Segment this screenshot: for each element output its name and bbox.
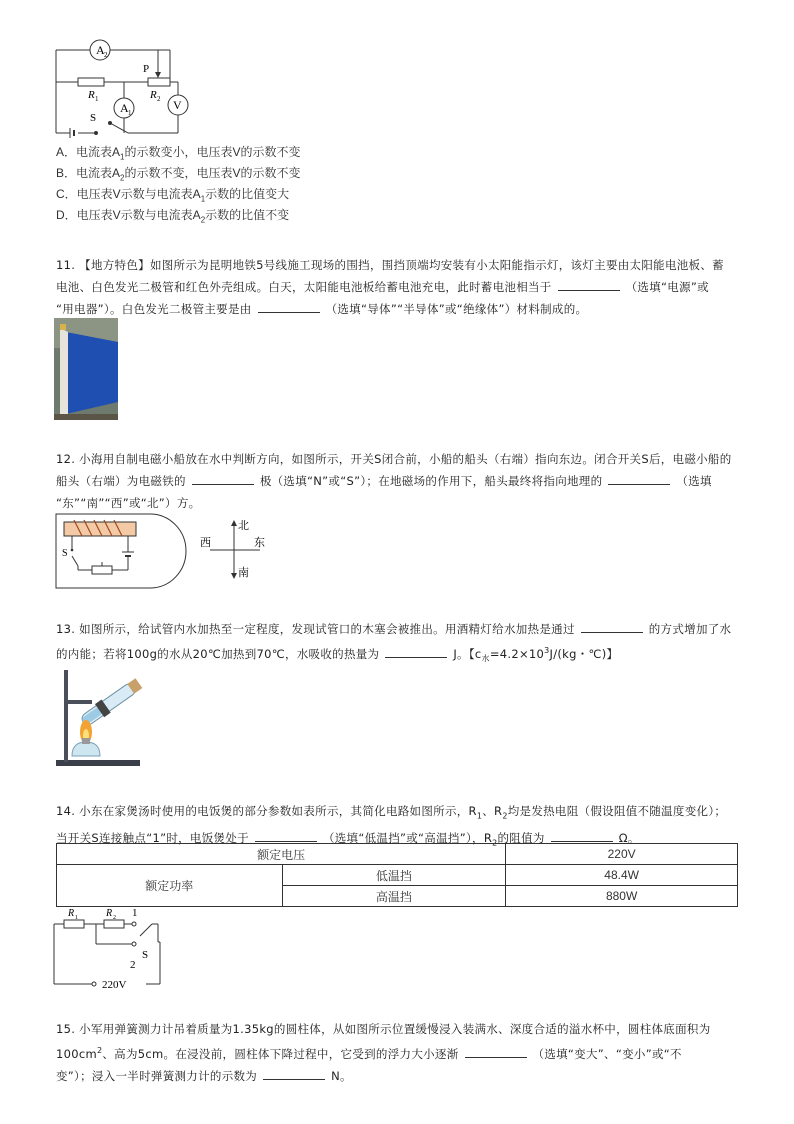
svg-text:1: 1 — [95, 95, 99, 103]
low-gear-label: 低温挡 — [282, 865, 506, 886]
compass-east-label: 东 — [254, 537, 265, 549]
q14-r2-label: R — [106, 908, 113, 919]
contact-2-label: 2 — [130, 959, 136, 971]
q12-blank-1[interactable] — [192, 474, 254, 485]
q10-circuit-diagram — [48, 38, 198, 138]
q10-option-b: B．电流表$A_2$的示数不变，电压表V的示数不变 — [56, 166, 301, 183]
svg-text:1: 1 — [75, 915, 78, 921]
q15-blank-2[interactable] — [263, 1069, 325, 1080]
q10-option-c: C．电压表V示数与电流表$A_1$示数的比值变大 — [56, 187, 290, 204]
svg-text:1: 1 — [128, 109, 132, 117]
table-row — [57, 865, 738, 886]
q14-blank-1[interactable] — [255, 831, 317, 842]
table-row — [57, 844, 738, 865]
q12-switch-s-label: S — [62, 548, 68, 559]
voltmeter-label: V — [173, 98, 182, 112]
q12-text: 12. 小海用自制电磁小船放在水中判断方向，如图所示，开关S闭合前，小船的船头（右端）指向东边。闭合开关S后，电磁小船的 船头（右端）为电磁铁的 极（选填“N”或“S”）；在地磁场的作用下，船头最终将指向地理的 （选填 “东”“南”“西”或“北”）方。 — [56, 452, 732, 510]
q14-rice-cooker-circuit-diagram — [50, 906, 180, 994]
q12-blank-2[interactable] — [608, 474, 670, 485]
low-gear-value: 48.4W — [506, 865, 738, 886]
contact-1-label: 1 — [132, 907, 138, 919]
q13-blank-1[interactable] — [581, 622, 643, 633]
high-gear-value: 880W — [506, 886, 738, 907]
q10-option-a: A．电流表$A_1$的示数变小，电压表V的示数不变 — [56, 145, 301, 162]
high-gear-label: 高温挡 — [282, 886, 506, 907]
svg-text:2: 2 — [113, 915, 116, 921]
compass-west-label: 西 — [200, 537, 211, 549]
svg-text:2: 2 — [157, 95, 161, 103]
ammeter-a1-label: A — [120, 101, 129, 115]
ammeter-a2-label: A — [96, 43, 105, 57]
q14-switch-s-label: S — [142, 949, 149, 961]
q14-parameter-table — [56, 843, 738, 907]
q15-text: 15. 小军用弹簧测力计吊着质量为1.35kg的圆柱体，从如图所示位置缓慢浸入装满水、深度合适的溢水杯中，圆柱体底面积为 $100cm^2$、高为5cm。在浸没前，圆柱体下降过程中，它受到的浮力大小逐渐 （选填“变大”、“变小”或“不 变”）；浸入一半时弹簧测力计的示数为 N。 — [56, 1022, 711, 1083]
r1-label: R — [88, 89, 95, 101]
slider-p-label: P — [143, 63, 150, 75]
r2-label: R — [150, 89, 157, 101]
q10-option-d: D．电压表V示数与电流表$A_2$示数的比值不变 — [56, 208, 290, 225]
q12-compass-diagram — [196, 518, 272, 580]
rated-voltage-value: 220V — [506, 844, 738, 865]
supply-voltage-label: 220V — [102, 979, 127, 991]
q14-text: 14. 小东在家煲汤时使用的电饭煲的部分参数如表所示，其简化电路如图所示，$R_1$、$R_2$均是发热电阻（假设阻值不随温度变化）； 当开关S连接触点“1”时，电饭煲处于 （选填“低温挡”或“高温挡”），$R_2$的阻值为 Ω。 — [56, 804, 727, 848]
rated-power-label: 额定功率 — [57, 865, 283, 907]
q13-test-tube-heating-illustration — [54, 660, 154, 768]
svg-text:2: 2 — [104, 51, 108, 59]
compass-south-label: 南 — [238, 567, 249, 579]
q13-text: 13. 如图所示，给试管内水加热至一定程度，发现试管口的木塞会被推出。用酒精灯给水加热是通过 的方式增加了水 的内能；若将100g的水从20℃加热到70℃，水吸收的热量为 J。【$c_水=4.2\times 10^3J/(kg$・℃)】 — [56, 622, 732, 664]
q12-electromagnetic-boat-diagram — [54, 512, 190, 590]
q14-blank-2[interactable] — [551, 831, 613, 842]
q15-blank-1[interactable] — [465, 1047, 527, 1058]
q11-blank-2[interactable] — [258, 302, 320, 313]
q11-construction-fence-photo — [54, 318, 118, 420]
q13-blank-2[interactable] — [385, 647, 447, 658]
q11-text: 11. 【地方特色】如图所示为昆明地铁5号线施工现场的围挡，围挡顶端均安装有小太阳能指示灯，该灯主要由太阳能电池板、蓄 电池、白色发光二极管和红色外壳组成。白天，太阳能电池板给蓄电池充电，此时蓄电池相当于 （选填“电源”或 “用电器”）。白色发光二极管主要是由 （选填“导体”“半导体”或“绝缘体”）材料制成的。 — [56, 258, 724, 316]
q14-r1-label: R — [68, 908, 75, 919]
rated-voltage-label: 额定电压 — [57, 844, 506, 865]
switch-s-label: S — [90, 112, 97, 124]
compass-north-label: 北 — [238, 520, 249, 532]
q11-blank-1[interactable] — [558, 280, 620, 291]
